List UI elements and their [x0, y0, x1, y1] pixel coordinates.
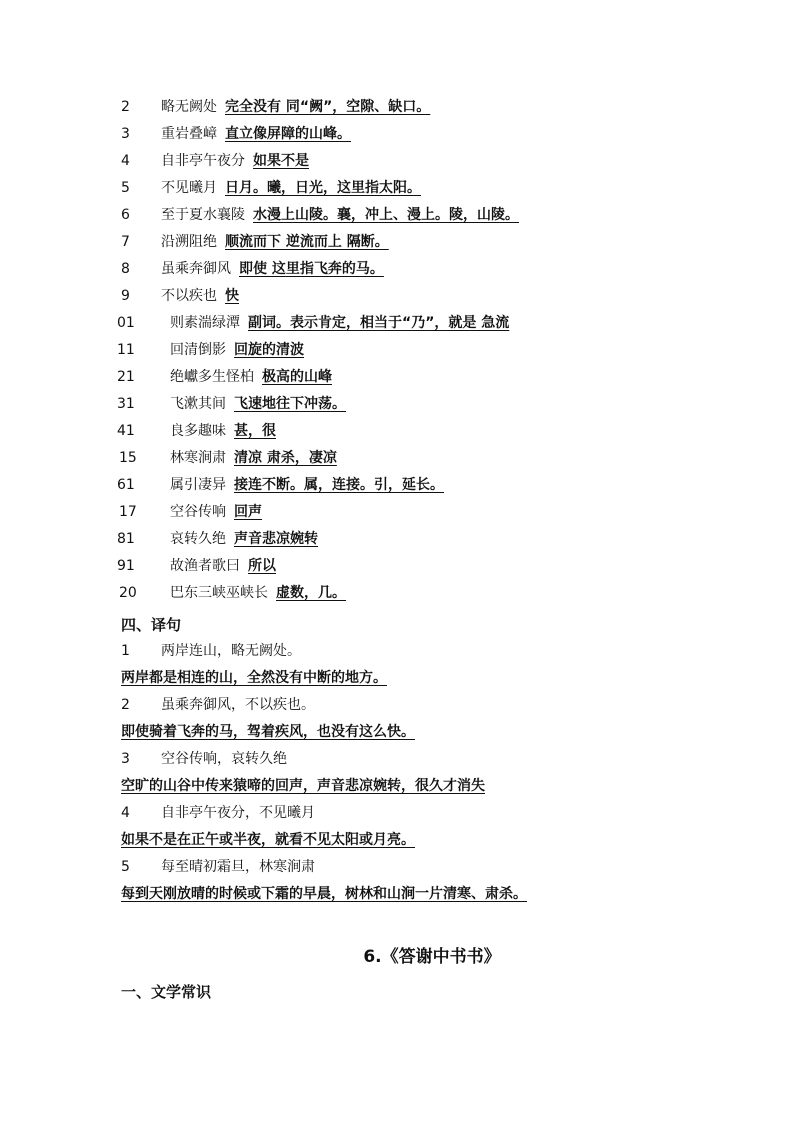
vocab-answer: 日月。曦，日光，这里指太阳。 [225, 180, 421, 196]
vocab-answer: 飞速地往下冲荡。 [234, 396, 346, 412]
vocab-phrase: 重岩叠嶂 [161, 126, 217, 142]
vocab-number: 11 [117, 342, 135, 358]
vocab-phrase: 空谷传响 [170, 504, 226, 520]
vocab-row [0, 500, 794, 524]
vocab-number: 9 [121, 288, 130, 304]
vocab-row [0, 446, 794, 470]
vocab-row [0, 581, 794, 605]
vocab-phrase: 属引凄异 [170, 477, 226, 493]
vocab-number: 7 [121, 234, 130, 250]
vocab-answer: 回声 [234, 504, 262, 520]
vocab-answer: 完全没有 同“阙”，空隙、缺口。 [225, 99, 431, 115]
vocab-answer: 声音悲凉婉转 [234, 531, 318, 547]
vocab-number: 81 [117, 531, 135, 547]
vocab-phrase: 林寒涧肃 [170, 450, 226, 466]
vocab-number: 2 [121, 99, 130, 115]
vocab-row [0, 257, 794, 281]
vocab-phrase: 虽乘奔御风 [161, 261, 231, 277]
vocab-answer: 清凉 肃杀，凄凉 [234, 450, 337, 466]
vocab-phrase: 至于夏水襄陵 [161, 207, 245, 223]
vocab-phrase: 则素湍绿潭 [170, 315, 240, 331]
vocab-number: 61 [117, 477, 135, 493]
translation-answer: 如果不是在正午或半夜，就看不见太阳或月亮。 [121, 832, 415, 848]
vocab-answer: 接连不断。属，连接。引，延长。 [234, 477, 444, 493]
vocab-number: 20 [119, 585, 137, 601]
vocab-number: 01 [117, 315, 135, 331]
vocab-answer: 虚数，几。 [276, 585, 346, 601]
vocab-row [0, 95, 794, 119]
vocab-row [0, 419, 794, 443]
vocab-row [0, 230, 794, 254]
vocab-number: 5 [121, 180, 130, 196]
translation-source: 每至晴初霜旦，林寒涧肃 [161, 859, 315, 875]
translate-heading: 四、译句 [121, 616, 182, 634]
vocab-number: 4 [121, 153, 130, 169]
vocab-row [0, 122, 794, 146]
vocab-row [0, 527, 794, 551]
vocab-number: 3 [121, 126, 130, 142]
translation-source: 虽乘奔御风，不以疾也。 [161, 697, 315, 713]
vocab-answer: 副词。表示肯定，相当于“乃”，就是 急流 [248, 315, 510, 331]
vocab-phrase: 自非亭午夜分 [161, 153, 245, 169]
vocab-answer: 即使 这里指飞奔的马。 [239, 261, 384, 277]
vocab-phrase: 绝巘多生怪柏 [170, 369, 254, 385]
translation-answer: 即使骑着飞奔的马，驾着疾风，也没有这么快。 [121, 724, 415, 740]
vocab-row [0, 284, 794, 308]
vocab-number: 17 [119, 504, 137, 520]
translation-number: 1 [121, 643, 130, 659]
vocab-number: 41 [117, 423, 135, 439]
vocab-number: 31 [117, 396, 135, 412]
translation-number: 2 [121, 697, 130, 713]
vocab-row [0, 554, 794, 578]
vocab-answer: 甚，很 [234, 423, 276, 439]
vocab-answer: 快 [225, 288, 239, 304]
vocab-answer: 顺流而下 逆流而上 隔断。 [225, 234, 389, 250]
vocab-row [0, 365, 794, 389]
vocab-answer: 所以 [248, 558, 276, 574]
translation-number: 3 [121, 751, 130, 767]
translation-source: 两岸连山，略无阙处。 [161, 643, 301, 659]
vocab-phrase: 略无阙处 [161, 99, 217, 115]
vocab-number: 91 [117, 558, 135, 574]
vocab-phrase: 故渔者歌曰 [170, 558, 240, 574]
translation-source: 自非亭午夜分，不见曦月 [161, 805, 315, 821]
section-title: 6.《答谢中书书》 [363, 947, 501, 967]
vocab-answer: 如果不是 [253, 153, 309, 169]
vocab-answer: 极高的山峰 [262, 369, 332, 385]
translation-source: 空谷传响，哀转久绝 [161, 751, 287, 767]
translation-number: 4 [121, 805, 130, 821]
translation-number: 5 [121, 859, 130, 875]
vocab-phrase: 回清倒影 [170, 342, 226, 358]
vocab-phrase: 飞漱其间 [170, 396, 226, 412]
vocab-phrase: 良多趣味 [170, 423, 226, 439]
vocab-phrase: 沿溯阻绝 [161, 234, 217, 250]
vocab-answer: 回旋的清波 [234, 342, 304, 358]
vocab-phrase: 不见曦月 [161, 180, 217, 196]
vocab-row [0, 203, 794, 227]
vocab-answer: 水漫上山陵。襄，冲上、漫上。陵，山陵。 [253, 207, 519, 223]
translation-answer: 空旷的山谷中传来猿啼的回声，声音悲凉婉转，很久才消失 [121, 778, 485, 794]
translation-answer: 每到天刚放晴的时候或下霜的早晨，树林和山涧一片清寒、肃杀。 [121, 886, 527, 902]
vocab-number: 6 [121, 207, 130, 223]
translation-answer: 两岸都是相连的山，全然没有中断的地方。 [121, 670, 387, 686]
vocab-answer: 直立像屏障的山峰。 [225, 126, 351, 142]
vocab-phrase: 不以疾也 [161, 288, 217, 304]
vocab-row [0, 149, 794, 173]
vocab-row [0, 176, 794, 200]
vocab-row [0, 311, 794, 335]
vocab-phrase: 哀转久绝 [170, 531, 226, 547]
vocab-row [0, 473, 794, 497]
vocab-number: 21 [117, 369, 135, 385]
vocab-number: 15 [119, 450, 137, 466]
vocab-row [0, 338, 794, 362]
vocab-row [0, 392, 794, 416]
vocab-phrase: 巴东三峡巫峡长 [170, 585, 268, 601]
vocab-number: 8 [121, 261, 130, 277]
section-subheading: 一、文学常识 [121, 983, 212, 1001]
